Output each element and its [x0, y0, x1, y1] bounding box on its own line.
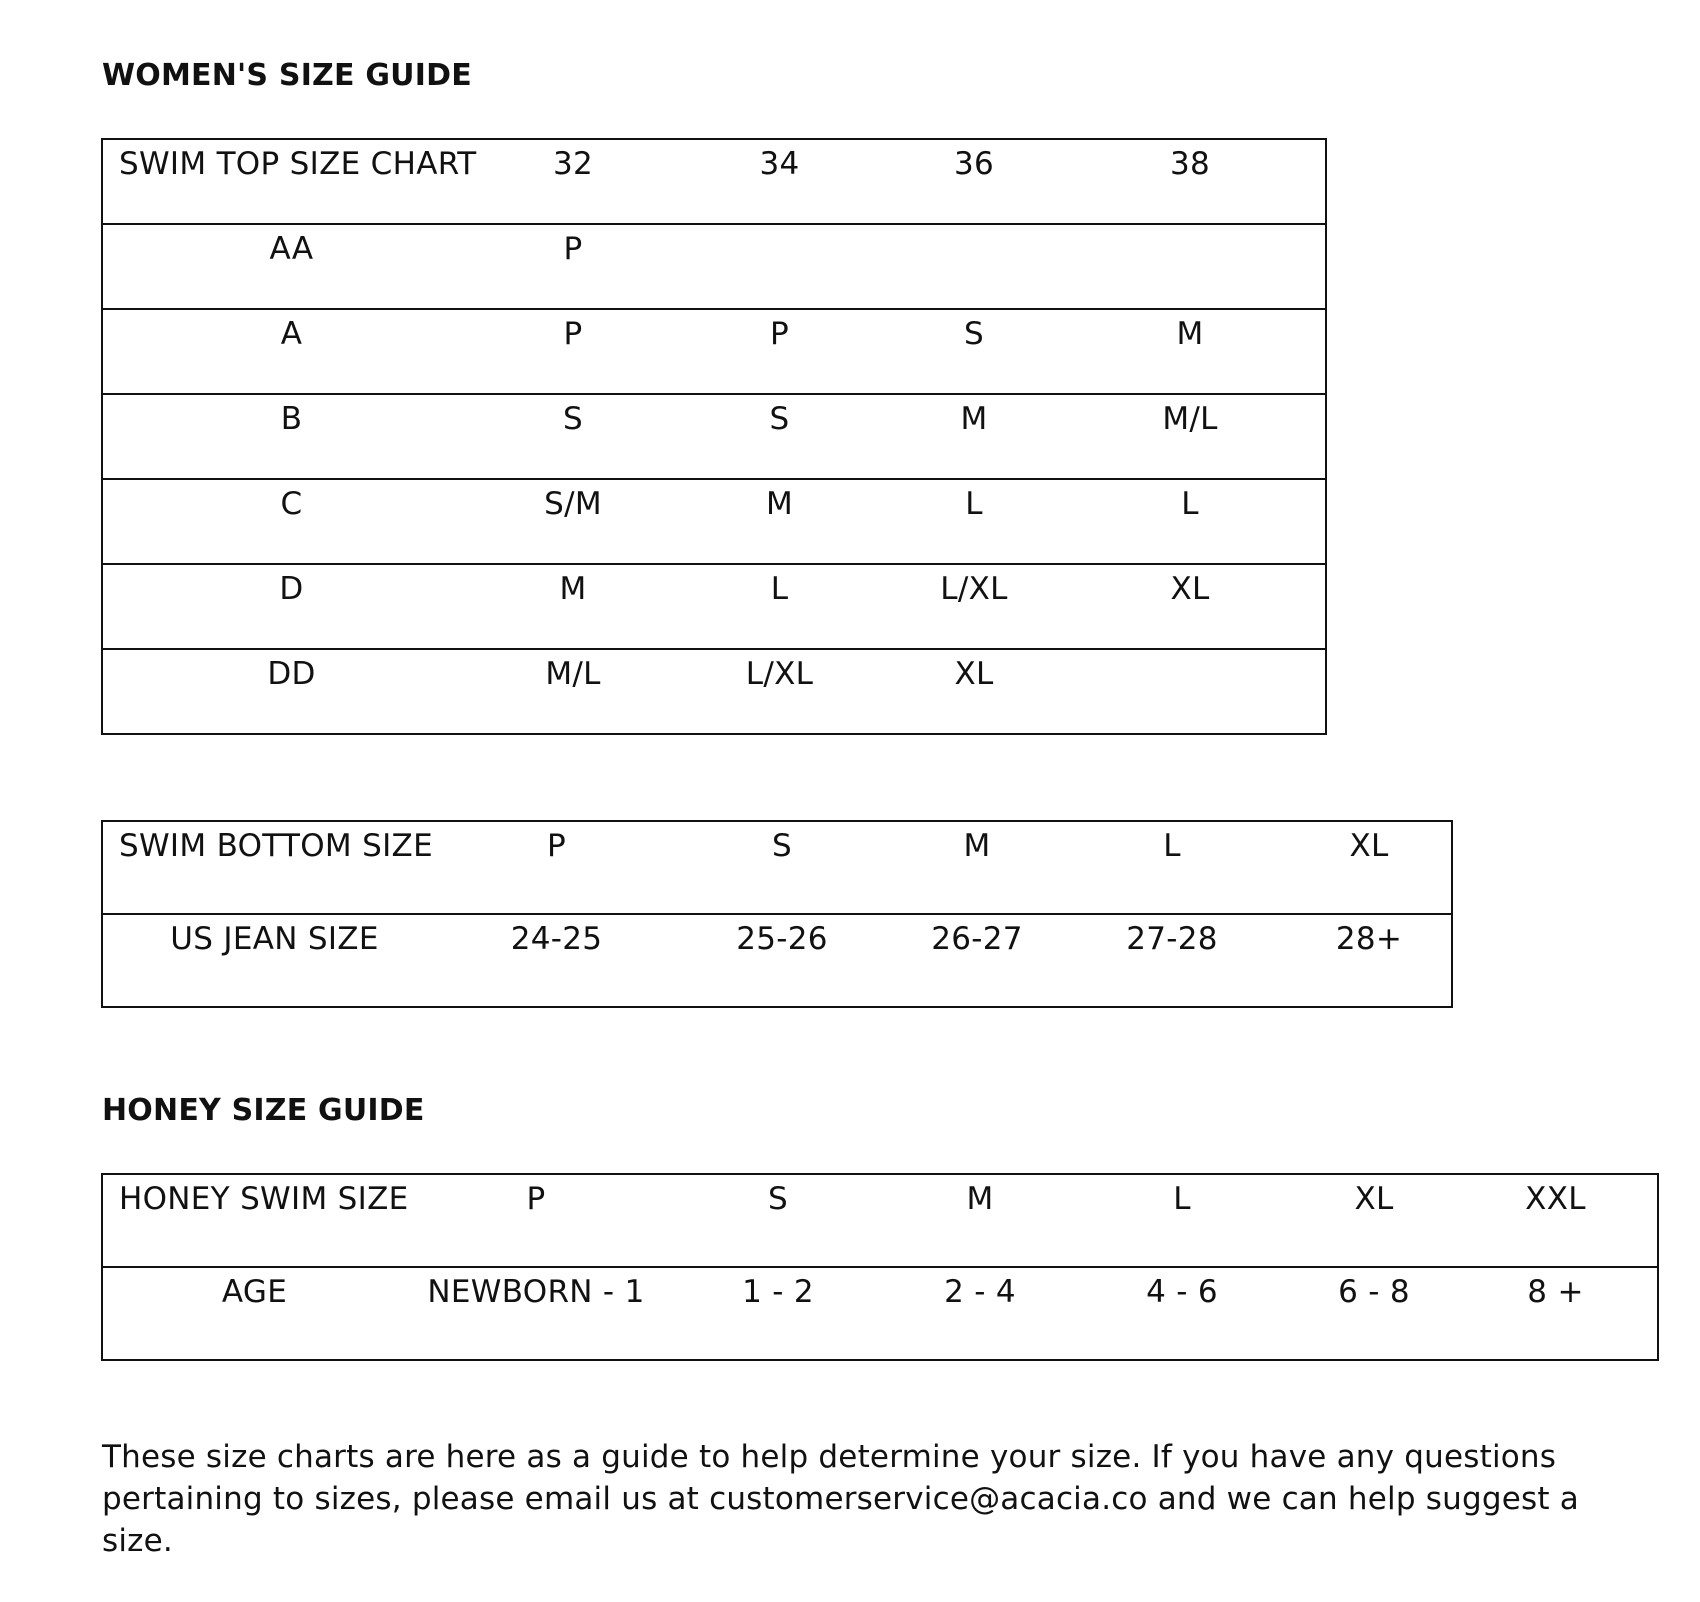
header-cell [102, 139, 480, 224]
cell-text [1055, 225, 1325, 231]
table-cell [890, 1267, 1070, 1360]
cell-text: M [960, 401, 988, 437]
table-row [102, 649, 1326, 734]
header-cell [1287, 821, 1452, 914]
cell-text: B [280, 401, 303, 437]
table-row [102, 1267, 1658, 1360]
cell-text: 6 - 8 [1338, 1274, 1410, 1310]
cell-text: L/XL [940, 571, 1008, 607]
table-cell [666, 479, 893, 564]
table-row [102, 914, 1452, 1007]
table-cell [893, 394, 1055, 479]
cell-text: S/M [544, 486, 602, 522]
cell-text [666, 225, 893, 231]
table-cell [1055, 564, 1326, 649]
cell-text: M [1176, 316, 1204, 352]
table-cell [666, 564, 893, 649]
cell-text: M [765, 486, 794, 522]
table-cell [102, 1267, 406, 1360]
header-cell [897, 821, 1057, 914]
cell-text: P [563, 316, 583, 352]
table-cell [102, 224, 480, 309]
cell-text: 28+ [1335, 921, 1403, 957]
cell-text: 1 - 2 [742, 1274, 814, 1310]
cell-text: XL [1170, 571, 1210, 607]
cell-text: XL [1349, 828, 1389, 864]
table-cell [897, 914, 1057, 1007]
header-cell [446, 821, 667, 914]
table-cell [406, 1267, 666, 1360]
cell-text: P [526, 1181, 546, 1217]
table-cell [1070, 1267, 1294, 1360]
header-cell [890, 1174, 1070, 1267]
cell-text: S [768, 1181, 788, 1217]
table-cell [102, 649, 480, 734]
cell-text: M [559, 571, 587, 607]
header-cell [667, 821, 897, 914]
table-cell [893, 649, 1055, 734]
cell-text: M [966, 1181, 994, 1217]
cell-text: L/XL [745, 656, 814, 692]
table-cell [666, 394, 893, 479]
table-cell [446, 914, 667, 1007]
table-cell [666, 309, 893, 394]
header-cell [480, 139, 666, 224]
cell-text: HONEY SWIM SIZE [119, 1181, 409, 1217]
cell-text: NEWBORN - 1 [427, 1274, 645, 1310]
header-cell [666, 139, 893, 224]
table-row [102, 564, 1326, 649]
table-cell [1055, 479, 1326, 564]
table-cell [102, 564, 480, 649]
cell-text: 32 [552, 146, 594, 182]
cell-text: SWIM TOP SIZE CHART [119, 146, 477, 182]
cell-text: DD [267, 656, 316, 692]
cell-text: US JEAN SIZE [170, 921, 379, 957]
table-row [102, 394, 1326, 479]
cell-text: C [280, 486, 303, 522]
table-cell [480, 394, 666, 479]
cell-text: AA [269, 231, 314, 267]
cell-text: L [1163, 828, 1181, 864]
table-cell [893, 309, 1055, 394]
cell-text: S [563, 401, 583, 437]
cell-text: XXL [1525, 1181, 1586, 1217]
swim-bottom-size-table [101, 820, 1453, 1008]
cell-text: XL [954, 656, 994, 692]
table-cell [667, 914, 897, 1007]
cell-text: S [772, 828, 792, 864]
table-header-row [102, 139, 1326, 224]
cell-text: 36 [953, 146, 995, 182]
header-cell [666, 1174, 890, 1267]
cell-text: A [280, 316, 303, 352]
cell-text: 8 + [1527, 1274, 1584, 1310]
cell-text: S [964, 316, 984, 352]
table-cell [893, 564, 1055, 649]
swim-bottom-size-table-body [102, 821, 1452, 1007]
table-row [102, 479, 1326, 564]
table-cell [102, 309, 480, 394]
cell-text: M/L [1162, 401, 1218, 437]
table-row [102, 224, 1326, 309]
cell-text: M [963, 828, 991, 864]
cell-text: S [769, 401, 790, 437]
table-cell [666, 224, 893, 309]
honey-swim-size-table [101, 1173, 1659, 1361]
header-cell [406, 1174, 666, 1267]
honey-size-guide-heading: HONEY SIZE GUIDE [102, 1093, 425, 1128]
table-cell [1055, 224, 1326, 309]
table-cell [480, 479, 666, 564]
table-cell [1055, 309, 1326, 394]
header-cell [893, 139, 1055, 224]
cell-text: P [547, 828, 566, 864]
cell-text: XL [1354, 1181, 1394, 1217]
table-cell [480, 564, 666, 649]
table-cell [102, 914, 446, 1007]
cell-text: L [770, 571, 789, 607]
table-header-row [102, 821, 1452, 914]
cell-text: 26-27 [931, 921, 1023, 957]
cell-text: 34 [759, 146, 800, 182]
header-cell [1055, 139, 1326, 224]
table-header-row [102, 1174, 1658, 1267]
table-cell [666, 649, 893, 734]
cell-text [1055, 650, 1325, 656]
header-cell [1454, 1174, 1658, 1267]
header-cell [1057, 821, 1287, 914]
table-cell [480, 224, 666, 309]
table-cell [893, 479, 1055, 564]
table-cell [102, 479, 480, 564]
cell-text [893, 225, 1055, 231]
size-guide-note: These size charts are here as a guide to help determine your size. If you have any questions pertaining to sizes, please email us at customerservice@acacia.co and we can help suggest a size. [102, 1439, 1579, 1559]
table-cell [102, 394, 480, 479]
table-cell [1055, 649, 1326, 734]
table-cell [1055, 394, 1326, 479]
table-cell [893, 224, 1055, 309]
cell-text: SWIM BOTTOM SIZE [119, 828, 433, 864]
cell-text: L [1173, 1181, 1191, 1217]
table-cell [1294, 1267, 1454, 1360]
cell-text: 4 - 6 [1146, 1274, 1218, 1310]
header-cell [1070, 1174, 1294, 1267]
header-cell [102, 1174, 409, 1267]
table-cell [1287, 914, 1452, 1007]
table-cell [480, 649, 666, 734]
cell-text: AGE [221, 1274, 288, 1310]
table-cell [1454, 1267, 1658, 1360]
cell-text: P [563, 231, 583, 267]
cell-text: D [279, 571, 304, 607]
table-row [102, 309, 1326, 394]
honey-swim-size-table-body [102, 1174, 1658, 1360]
cell-text: L [1181, 486, 1199, 522]
swim-top-size-table [101, 138, 1327, 735]
table-cell [480, 309, 666, 394]
header-cell [102, 821, 446, 914]
cell-text: P [770, 316, 789, 352]
cell-text: 25-26 [736, 921, 828, 957]
cell-text: 38 [1169, 146, 1211, 182]
cell-text: 2 - 4 [944, 1274, 1016, 1310]
cell-text: 24-25 [510, 921, 603, 957]
table-cell [666, 1267, 890, 1360]
header-cell [1294, 1174, 1454, 1267]
table-cell [1057, 914, 1287, 1007]
womens-size-guide-heading: WOMEN'S SIZE GUIDE [102, 58, 472, 93]
cell-text: L [965, 486, 983, 522]
cell-text: M/L [545, 656, 601, 692]
swim-top-size-table-body [102, 139, 1326, 734]
cell-text: 27-28 [1126, 921, 1218, 957]
